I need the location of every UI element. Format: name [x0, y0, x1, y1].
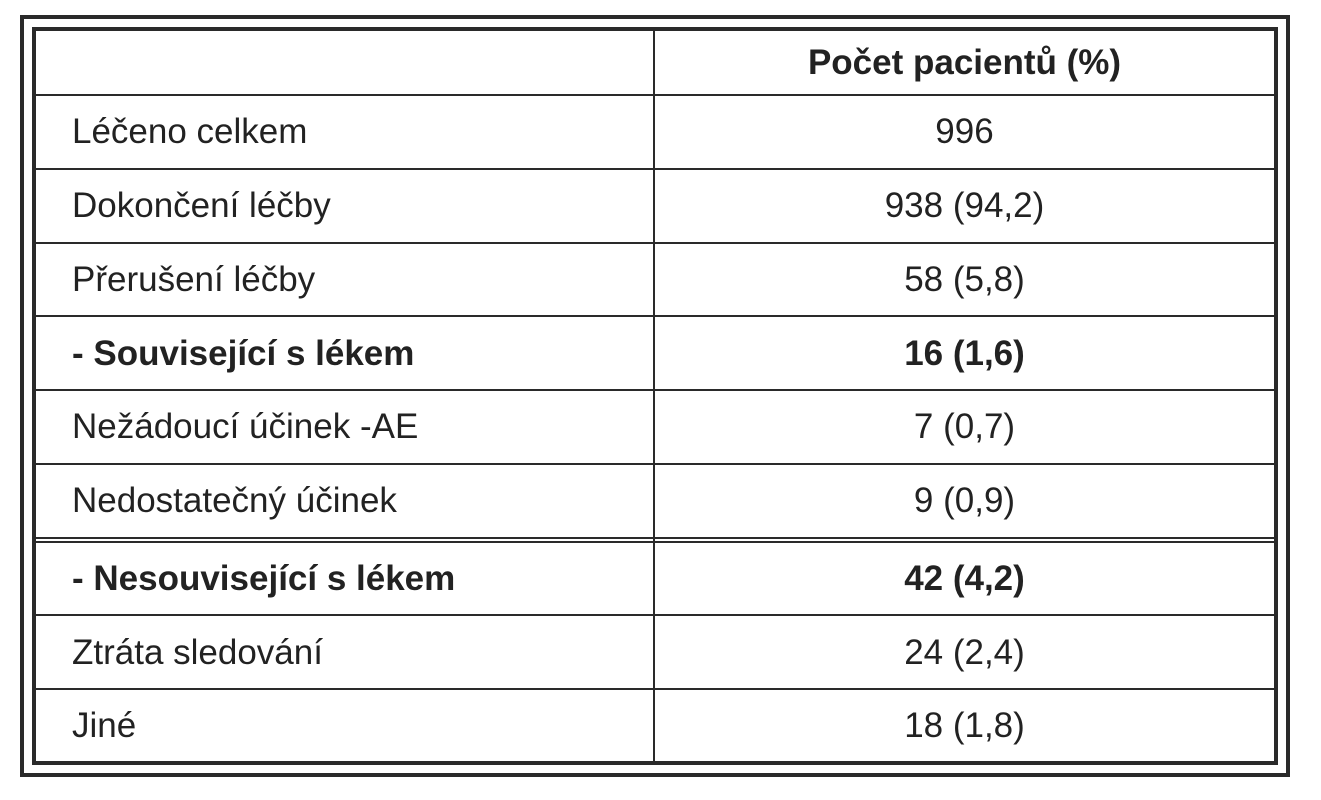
row-value: 9 (0,9): [654, 464, 1274, 538]
row-value: 58 (5,8): [654, 243, 1274, 317]
header-value-cell: Počet pacientů (%): [654, 31, 1274, 95]
row-label: Nedostatečný účinek: [36, 464, 654, 538]
row-label: Léčeno celkem: [36, 95, 654, 169]
row-label: Nežádoucí účinek -AE: [36, 390, 654, 464]
table-row-subtotal: [36, 542, 1274, 616]
row-value: 42 (4,2): [654, 542, 1274, 616]
row-value: 18 (1,8): [654, 689, 1274, 761]
table-row: [36, 95, 1274, 169]
table-header-row: [36, 31, 1274, 95]
row-value: 24 (2,4): [654, 615, 1274, 689]
row-value: 938 (94,2): [654, 169, 1274, 243]
row-label: - Nesouvisející s lékem: [36, 542, 654, 616]
table-row: [36, 390, 1274, 464]
table-outer-frame: [20, 15, 1290, 777]
table-row: [36, 243, 1274, 317]
table-inner-frame: [32, 27, 1278, 765]
table-row: [36, 615, 1274, 689]
row-label: Ztráta sledování: [36, 615, 654, 689]
row-value: 7 (0,7): [654, 390, 1274, 464]
patient-count-table: [36, 31, 1274, 761]
row-label: - Související s lékem: [36, 316, 654, 390]
header-label-cell: [36, 31, 654, 95]
row-value: 16 (1,6): [654, 316, 1274, 390]
row-label: Jiné: [36, 689, 654, 761]
row-label: Přerušení léčby: [36, 243, 654, 317]
table-row: [36, 464, 1274, 538]
table-row-subtotal: [36, 316, 1274, 390]
table-row: [36, 689, 1274, 761]
row-value: 996: [654, 95, 1274, 169]
table-row: [36, 169, 1274, 243]
row-label: Dokončení léčby: [36, 169, 654, 243]
